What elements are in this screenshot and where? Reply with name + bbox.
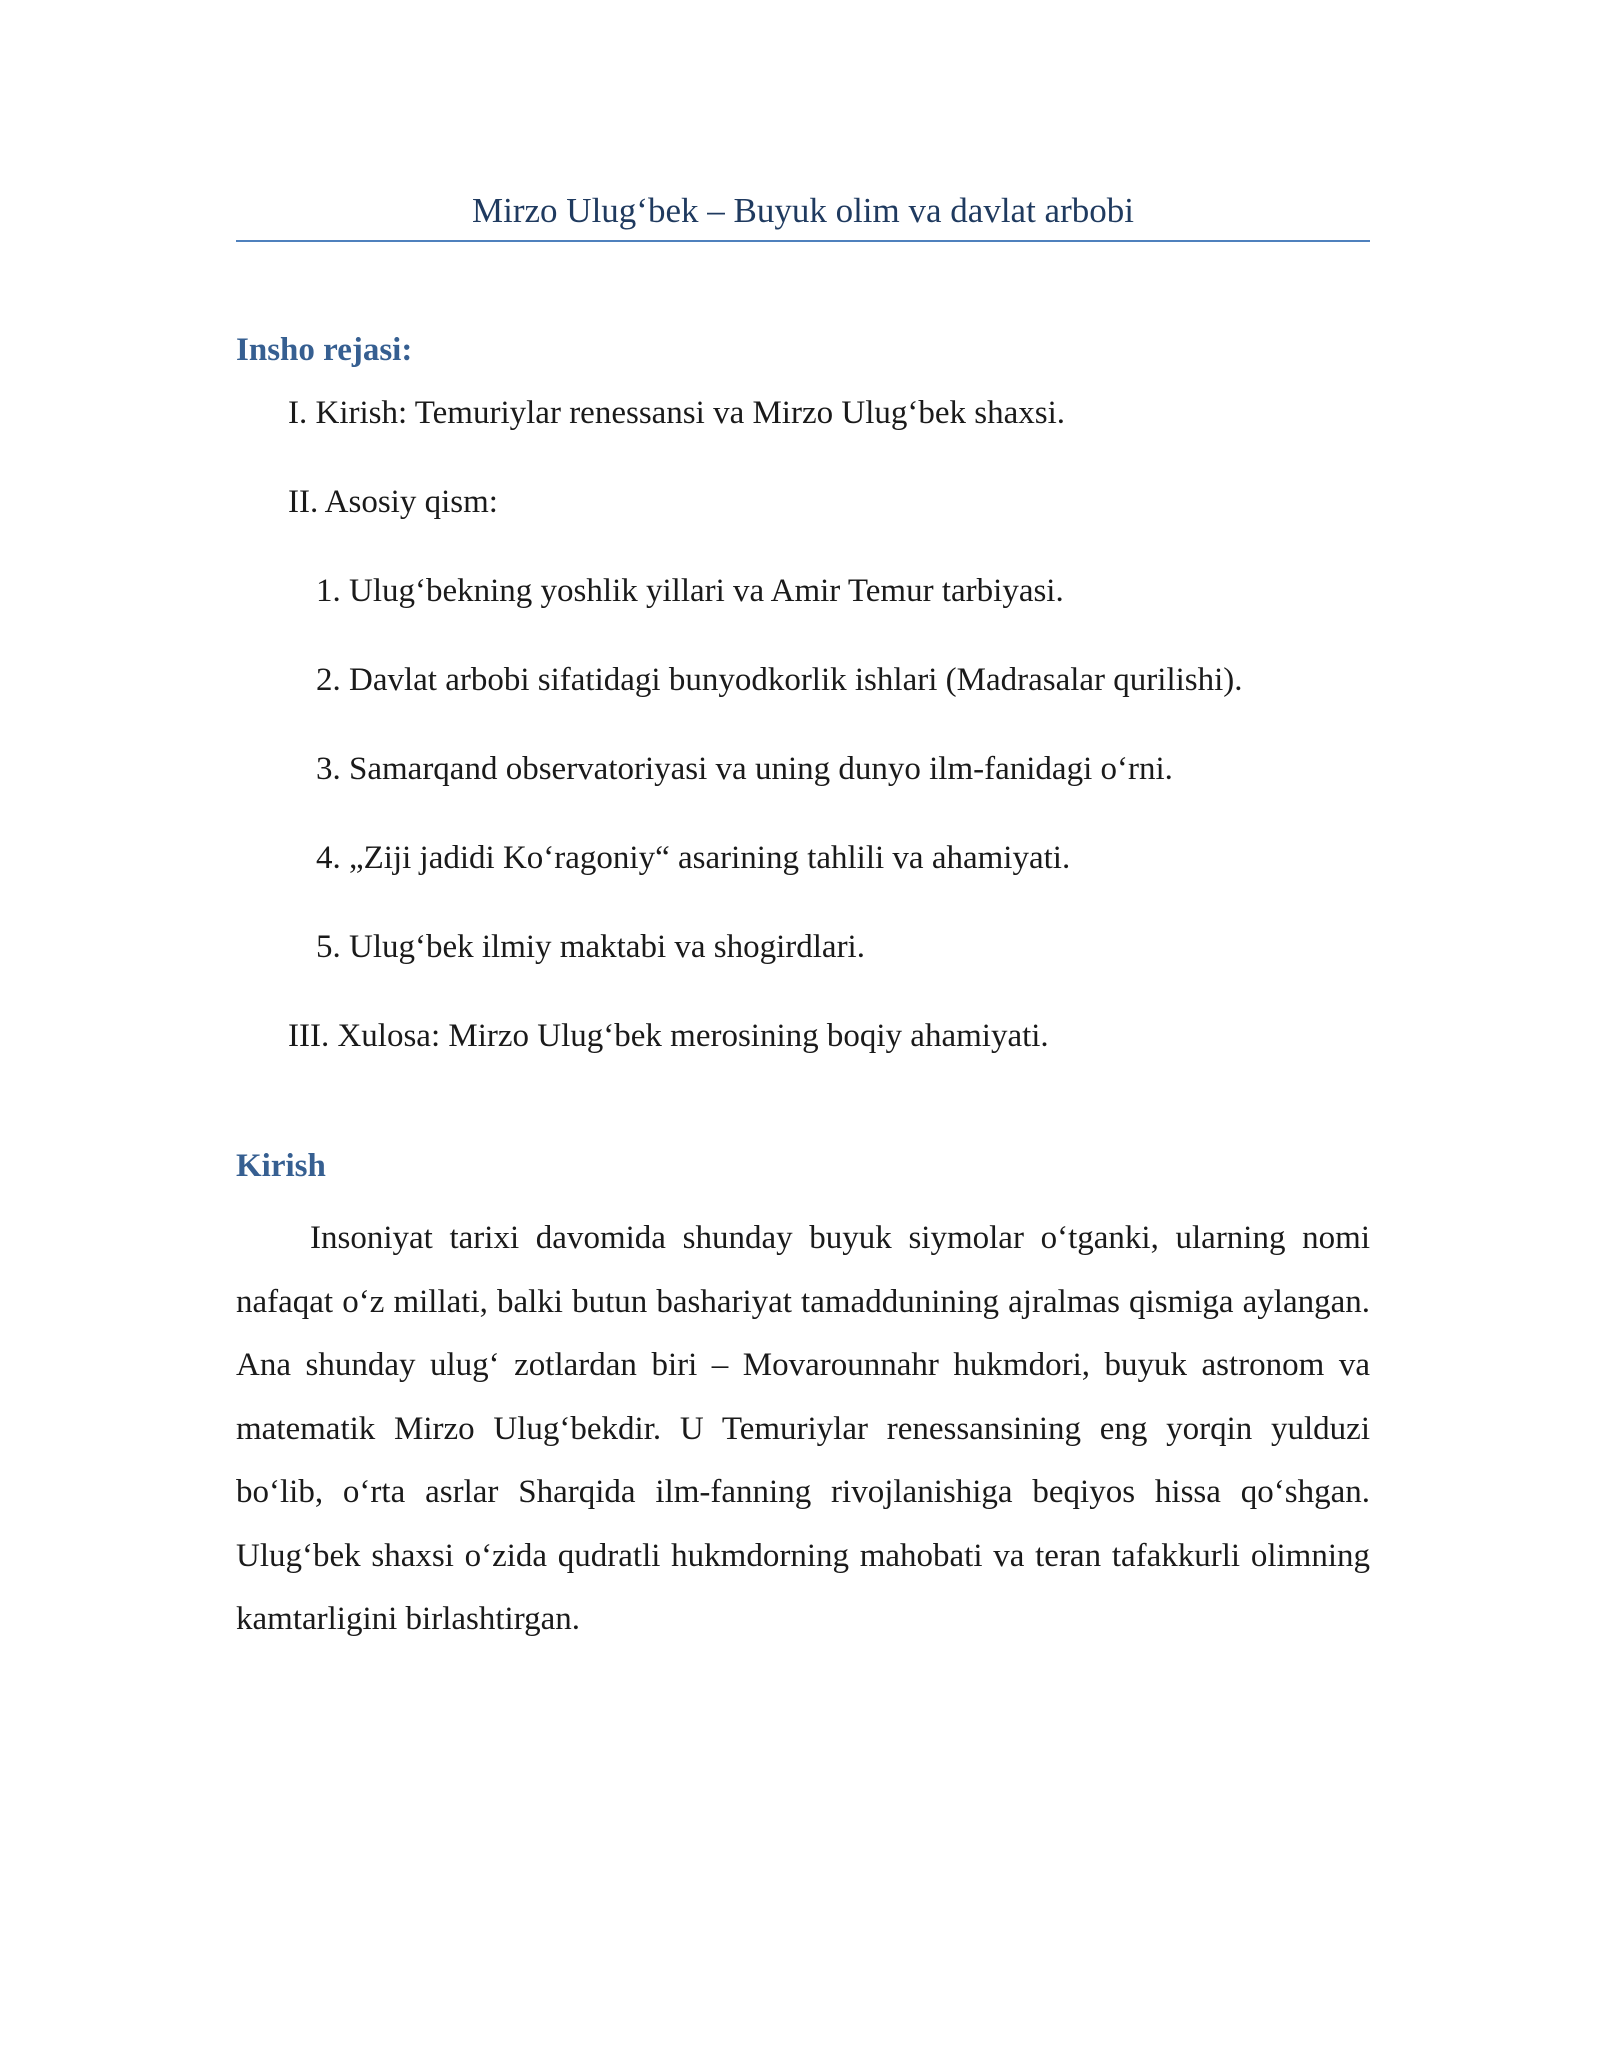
intro-heading: Kirish <box>236 1148 326 1184</box>
plan-subitem-3: 3. Samarqand observatoriyasi va uning dunyo ilm-fanidagi o‘rni. <box>316 751 1173 787</box>
plan-subitem-5: 5. Ulug‘bek ilmiy maktabi va shogirdlari. <box>316 929 865 965</box>
plan-subitem-1: 1. Ulug‘bekning yoshlik yillari va Amir Temur tarbiyasi. <box>316 573 1064 609</box>
intro-paragraph: Insoniyat tarixi davomida shunday buyuk siymolar o‘tganki, ularning nomi nafaqat o‘z millati, balki butun bashariyat tamaddunining ajralmas qismiga aylangan. Ana shunday ulug‘ zotlardan biri – Movarounnahr hukmdori, buyuk astronom va matematik Mirzo Ulug‘bekdir. U Temuriylar renessansining eng yorqin yulduzi bo‘lib, o‘rta asrlar Sharqida ilm-fanning rivojlanishiga beqiyos hissa qo‘shgan. Ulug‘bek shaxsi o‘zida qudratli hukmdorning mahobati va teran tafakkurli olimning kamtarligini birlashtirgan. <box>236 1220 1370 1637</box>
plan-subitem-4: 4. „Ziji jadidi Ko‘ragoniy“ asarining tahlili va ahamiyati. <box>316 840 1071 876</box>
title-underline <box>236 240 1370 242</box>
plan-item-xulosa: III. Xulosa: Mirzo Ulug‘bek merosining boqiy ahamiyati. <box>288 1018 1049 1054</box>
plan-heading: Insho rejasi: <box>236 332 413 368</box>
plan-item-asosiy-qism: II. Asosiy qism: <box>288 484 498 520</box>
document-title: Mirzo Ulug‘bek – Buyuk olim va davlat arbobi <box>472 191 1134 230</box>
plan-item-kirish: I. Kirish: Temuriylar renessansi va Mirzo Ulug‘bek shaxsi. <box>288 395 1065 431</box>
plan-subitem-2: 2. Davlat arbobi sifatidagi bunyodkorlik ishlari (Madrasalar qurilishi). <box>316 662 1243 698</box>
